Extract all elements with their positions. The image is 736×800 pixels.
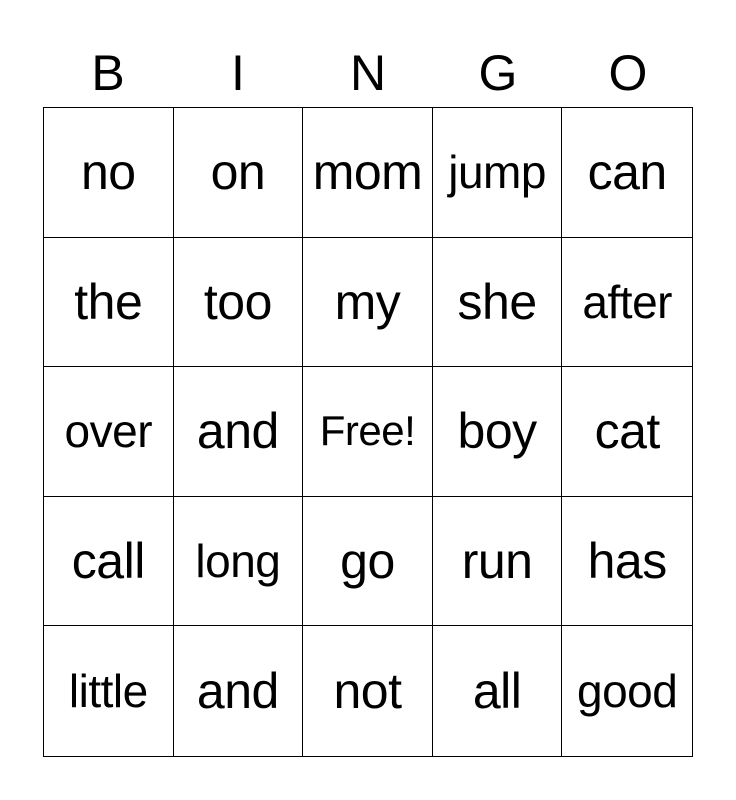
bingo-cell: has xyxy=(562,497,692,627)
bingo-cell: and xyxy=(174,367,304,497)
bingo-cell: little xyxy=(44,626,174,756)
bingo-cell: over xyxy=(44,367,174,497)
bingo-cell: all xyxy=(433,626,563,756)
bingo-cell: call xyxy=(44,497,174,627)
bingo-cell: too xyxy=(174,238,304,368)
bingo-cell: good xyxy=(577,665,678,718)
header-letter-g: G xyxy=(478,45,518,101)
bingo-cell: not xyxy=(303,626,433,756)
bingo-cell: go xyxy=(303,497,433,627)
bingo-cell: my xyxy=(303,238,433,368)
bingo-cell: mom xyxy=(303,108,433,238)
header-letter-n: N xyxy=(349,45,387,101)
bingo-cell: jump xyxy=(433,108,563,238)
bingo-cell: cat xyxy=(562,367,692,497)
bingo-cell: on xyxy=(174,108,304,238)
bingo-cell: run xyxy=(433,497,563,627)
bingo-cell: no xyxy=(44,108,174,238)
bingo-cell: the xyxy=(44,238,174,368)
header-letter-o: O xyxy=(608,45,648,101)
bingo-header xyxy=(43,42,693,104)
free-space-cell: Free! xyxy=(303,367,433,497)
bingo-cell: can xyxy=(562,108,692,238)
bingo-cell: long xyxy=(174,497,304,627)
header-letter-b: B xyxy=(91,45,125,101)
bingo-cell: she xyxy=(433,238,563,368)
bingo-cell: after xyxy=(562,238,692,368)
bingo-cell: and xyxy=(174,626,304,756)
header-letter-i: I xyxy=(231,45,245,101)
bingo-cell: boy xyxy=(433,367,563,497)
bingo-card-grid xyxy=(43,107,693,757)
